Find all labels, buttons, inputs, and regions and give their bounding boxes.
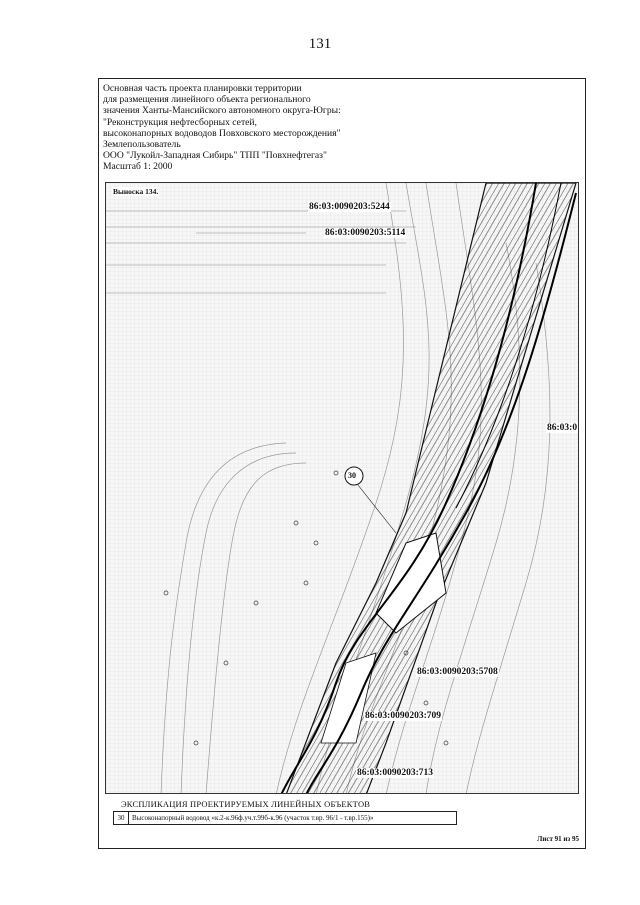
header-line: значения Ханты-Мансийского автономного округа-Югры: <box>103 105 341 117</box>
callout-label: Выноска 134. <box>113 187 159 196</box>
parcel-label: 86:03:0090203:709 <box>365 711 441 721</box>
header-line: Основная часть проекта планировки территории <box>103 83 302 94</box>
parcel-label: 86:03:0090203:713 <box>357 768 433 778</box>
header-line: высоконапорных водоводов Повховского месторождения" <box>103 127 341 139</box>
explication-row-number: 30 <box>114 812 129 824</box>
explication-title: ЭКСПЛИКАЦИЯ ПРОЕКТИРУЕМЫХ ЛИНЕЙНЫХ ОБЪЕКТОВ <box>121 799 371 809</box>
map-excerpt <box>105 182 579 794</box>
parcel-label: 86:03:0 <box>547 423 578 433</box>
parcel-label: 86:03:0090203:5244 <box>309 202 390 212</box>
project-header <box>103 83 341 173</box>
document-frame <box>98 78 586 849</box>
explication-row <box>113 811 457 825</box>
header-line: ООО "Лукойл-Западная Сибирь" ТПП "Повхнефтегаз" <box>103 150 327 162</box>
parcel-label: 86:03:0090203:5708 <box>417 667 498 677</box>
map-drawing <box>106 183 579 794</box>
page-number: 131 <box>308 36 332 52</box>
header-line: Землепользователь <box>103 139 181 151</box>
parcel-label: 86:03:0090203:5114 <box>325 228 406 238</box>
object-marker-label: 30 <box>348 471 356 480</box>
header-line: "Реконструкция нефтесборных сетей, <box>103 116 257 128</box>
explication-row-description: Высоконапорный водовод «к.2-к.96ф.уч.т.99б-к.96 (участок т.вр. 96/1 - т.вр.155)» <box>132 814 374 822</box>
header-line: Масштаб 1: 2000 <box>103 161 173 173</box>
header-line: для размещения линейного объекта регионального <box>103 94 311 106</box>
sheet-label: Лист 91 из 95 <box>537 835 579 843</box>
